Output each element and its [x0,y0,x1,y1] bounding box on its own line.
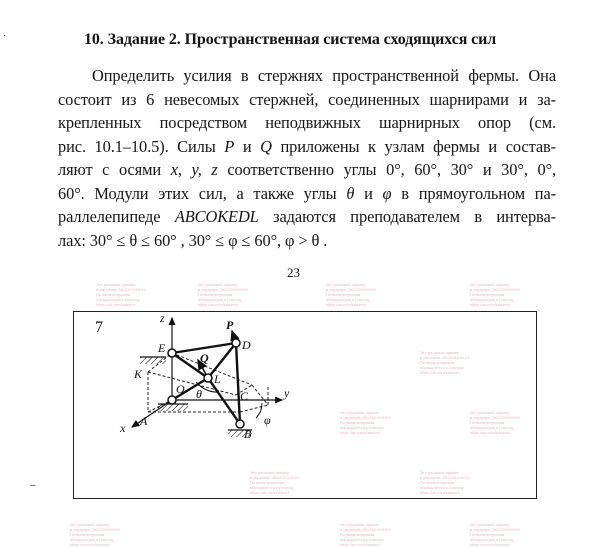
label-theta: θ [196,387,202,401]
watermark: Это решение пример в магазине: 8912XXXXXXX По всем вопросам обращайтесь к Ильгизу https://vk.com/zadachi [420,470,471,495]
phi-arc [256,403,262,418]
label-y: y [284,386,290,400]
text-line-6: 60°. Модули этих сил, а также углы θ и φ в прямоугольном па- [58,183,557,203]
scan-mark-dash: – [30,480,36,491]
watermark: Это решение пример в магазине: 8912XXXXXXX По всем вопросам обращайтесь к Ильгизу https://vk.com/zadachi [70,522,121,547]
text-line-2: состоит из 6 невесомых стержней, соединенных шарнирами и за- [58,89,556,109]
label-q: Q [200,351,209,365]
text-line-7: раллелепипеде ABCOKEDL задаются преподавателем в интерва- [58,207,557,226]
label-b: B [244,427,252,441]
text-line-4: рис. 10.1–10.5). Силы P и Q приложены к узлам фермы и состав- [58,136,557,156]
label-d: D [242,338,251,352]
text-line-3: крепленных посредством неподвижных шарнирных опор (см. [58,113,556,132]
label-l: L [214,372,221,386]
label-a: A [140,414,148,428]
watermark: Это решение пример в магазине: 8912XXXXXXX По всем вопросам обращайтесь к Ильгизу https://vk.com/zadachi [96,282,147,307]
watermark: Это решение пример в магазине: 8912XXXXXXX По всем вопросам обращайтесь к Ильгизу https://vk.com/zadachi [250,470,301,495]
coordinate-axes [132,318,282,427]
label-k: K [134,367,143,381]
label-phi: φ [264,413,271,427]
watermark: Это решение пример в магазине: 8912XXXXXXX По всем вопросам обращайтесь к Ильгизу https://vk.com/zadachi [470,410,521,435]
scan-mark-dot: · [3,30,6,40]
section-heading: 10. Задание 2. Пространственная система сходящихся сил [84,31,497,48]
watermark: Это решение пример в магазине: 8912XXXXXXX По всем вопросам обращайтесь к Ильгизу https://vk.com/zadachi [326,282,377,307]
watermark: Это решение пример в магазине: 8912XXXXXXX По всем вопросам обращайтесь к Ильгизу https://vk.com/zadachi [470,282,521,307]
text-line-1: Определить усилия в стержнях пространственной фермы. Она [92,66,556,85]
page-number: 23 [287,265,300,280]
text-line-5: ляют с осями x, y, z соответственно углы 0°, 60°, 30° и 30°, 0°, [58,160,557,179]
watermark: Это решение пример в магазине: 8912XXXXXXX По всем вопросам обращайтесь к Ильгизу https://vk.com/zadachi [340,522,391,547]
figure-number: 7 [95,319,103,336]
label-e: E [158,341,166,355]
watermark: Это решение пример в магазине: 8912XXXXXXX По всем вопросам обращайтесь к Ильгизу https://vk.com/zadachi [340,410,391,435]
text-line-8: лах: 30° ≤ θ ≤ 60° , 30° ≤ φ ≤ 60°, φ > θ . [58,230,328,250]
label-p: P [226,318,234,332]
label-c: C [240,389,249,403]
watermark: Это решение пример в магазине: 8912XXXXXXX По всем вопросам обращайтесь к Ильгизу https://vk.com/zadachi [198,282,249,307]
label-x: x [120,421,126,435]
label-o: O [176,382,185,396]
label-z: z [160,311,165,325]
watermark: Это решение пример в магазине: 8912XXXXXXX По всем вопросам обращайтесь к Ильгизу https://vk.com/zadachi [470,522,521,547]
watermark: Это решение пример в магазине: 8912XXXXXXX По всем вопросам обращайтесь к Ильгизу https://vk.com/zadachi [420,350,471,375]
